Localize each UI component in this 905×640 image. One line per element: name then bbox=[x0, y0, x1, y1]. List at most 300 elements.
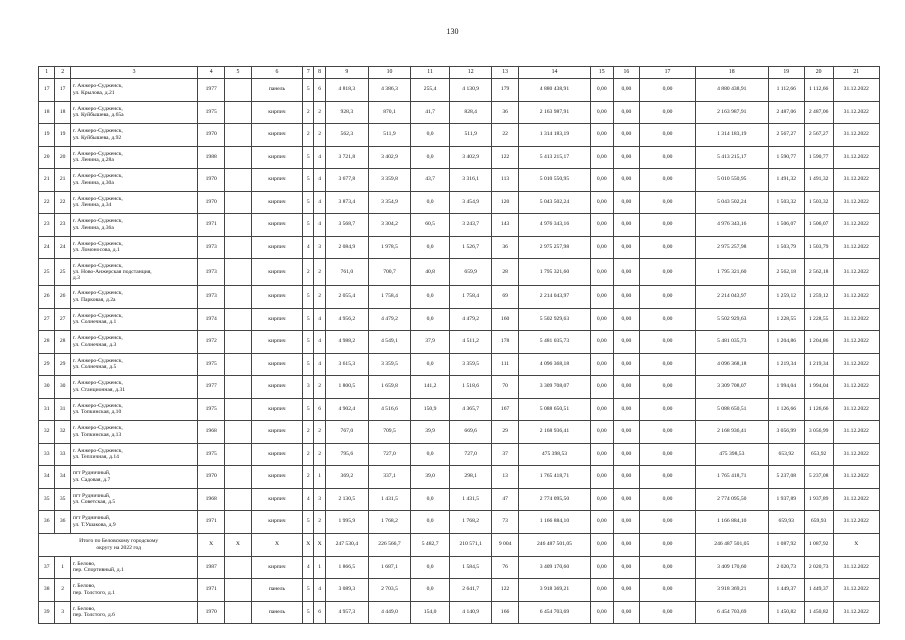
table-row bbox=[39, 579, 880, 602]
cell-col-13: 166 bbox=[492, 601, 519, 624]
cell-col-9: 2 130,5 bbox=[325, 488, 368, 511]
cell-col-11: 0,0 bbox=[411, 353, 450, 376]
total-label: Итого по Беловскому городскому округу на 2022 год bbox=[39, 533, 198, 556]
cell-col-19: 5 237,08 bbox=[768, 466, 804, 489]
column-header-3: 3 bbox=[70, 67, 197, 79]
row-number: 18 bbox=[39, 101, 55, 124]
cell-col-9: 3 568,7 bbox=[325, 214, 368, 237]
cell-col-12: 3 454,9 bbox=[450, 191, 492, 214]
cell-col-7: 5 bbox=[303, 169, 314, 192]
row-number: 31 bbox=[39, 398, 55, 421]
cell-col-8: 2 bbox=[314, 259, 325, 286]
table-row bbox=[39, 101, 880, 124]
cell-col-12: 727,0 bbox=[450, 443, 492, 466]
cell-col-21: 31.12.2022 bbox=[833, 443, 879, 466]
row-local-number: 28 bbox=[55, 331, 70, 354]
cell-col-8: 2 bbox=[314, 286, 325, 309]
cell-col-6: кирпич bbox=[251, 146, 302, 169]
cell-col-17: 0,00 bbox=[640, 556, 696, 579]
building-address: г. Анжеро-Судженск, ул. Ленина, д.36а bbox=[70, 214, 197, 237]
row-local-number: 23 bbox=[55, 214, 70, 237]
column-header-14: 14 bbox=[518, 67, 590, 79]
row-number: 39 bbox=[39, 601, 55, 624]
cell-col-19: 659,93 bbox=[768, 511, 804, 534]
cell-col-7: 5 bbox=[303, 331, 314, 354]
row-number: 29 bbox=[39, 353, 55, 376]
cell-col-10: 1 659,8 bbox=[368, 376, 410, 399]
cell-col-13: 122 bbox=[492, 146, 519, 169]
cell-col-11: 43,7 bbox=[411, 169, 450, 192]
cell-col-14: 5 088 650,51 bbox=[518, 398, 590, 421]
cell-col-10: 3 359,5 bbox=[368, 353, 410, 376]
cell-col-7: 2 bbox=[303, 259, 314, 286]
cell-col-4: 1974 bbox=[198, 308, 225, 331]
row-number: 36 bbox=[39, 511, 55, 534]
cell-col-11: 0,0 bbox=[411, 191, 450, 214]
row-local-number: 35 bbox=[55, 488, 70, 511]
cell-col-5 bbox=[225, 511, 252, 534]
cell-col-15: 0,00 bbox=[590, 421, 613, 444]
cell-col-17: 0,00 bbox=[640, 259, 696, 286]
cell-col-16: 0,00 bbox=[613, 421, 640, 444]
cell-col-18: 246 487 501,05 bbox=[695, 533, 768, 556]
cell-col-11: 0,0 bbox=[411, 308, 450, 331]
cell-col-12: 1 518,6 bbox=[450, 376, 492, 399]
cell-col-16: 0,00 bbox=[613, 353, 640, 376]
cell-col-14: 5 010 550,95 bbox=[518, 169, 590, 192]
cell-col-20: 2 567,27 bbox=[804, 124, 833, 147]
cell-col-14: 4 096 368,18 bbox=[518, 353, 590, 376]
cell-col-7: 5 bbox=[303, 511, 314, 534]
cell-col-13: 120 bbox=[492, 191, 519, 214]
row-local-number: 30 bbox=[55, 376, 70, 399]
cell-col-11: 39,9 bbox=[411, 421, 450, 444]
cell-col-4: 1977 bbox=[198, 376, 225, 399]
table-row bbox=[39, 236, 880, 259]
cell-col-9: 4 818,3 bbox=[325, 79, 368, 102]
cell-col-12: 4 140,9 bbox=[450, 601, 492, 624]
cell-col-15: 0,00 bbox=[590, 169, 613, 192]
cell-col-18: 5 043 502,24 bbox=[695, 191, 768, 214]
cell-col-20: 1 126,66 bbox=[804, 398, 833, 421]
cell-col-12: 511,9 bbox=[450, 124, 492, 147]
row-local-number: 27 bbox=[55, 308, 70, 331]
cell-col-18: 3 409 170,60 bbox=[695, 556, 768, 579]
row-local-number: 33 bbox=[55, 443, 70, 466]
building-address: г. Анжеро-Судженск, ул. Ново-Анжерская подстанция, д.3 bbox=[70, 259, 197, 286]
cell-col-20: 659,93 bbox=[804, 511, 833, 534]
cell-col-12: 828,4 bbox=[450, 101, 492, 124]
cell-col-5 bbox=[225, 286, 252, 309]
cell-col-16: 0,00 bbox=[613, 443, 640, 466]
cell-col-10: 3 354,9 bbox=[368, 191, 410, 214]
column-number-header bbox=[39, 67, 880, 79]
cell-col-4: 1971 bbox=[198, 214, 225, 237]
cell-col-5 bbox=[225, 236, 252, 259]
cell-col-16: 0,00 bbox=[613, 79, 640, 102]
row-local-number: 17 bbox=[55, 79, 70, 102]
cell-col-9: 1 800,5 bbox=[325, 376, 368, 399]
cell-col-7: 5 bbox=[303, 79, 314, 102]
cell-col-4: 1970 bbox=[198, 601, 225, 624]
table-row bbox=[39, 511, 880, 534]
cell-col-18: 5 413 215,17 bbox=[695, 146, 768, 169]
cell-col-10: 700,7 bbox=[368, 259, 410, 286]
cell-col-8: 4 bbox=[314, 191, 325, 214]
cell-col-13: 29 bbox=[492, 421, 519, 444]
cell-col-17: 0,00 bbox=[640, 214, 696, 237]
building-address: пгт Рудничный, ул. Т.Ушакова, д.9 bbox=[70, 511, 197, 534]
row-local-number: 29 bbox=[55, 353, 70, 376]
cell-col-12: 298,1 bbox=[450, 466, 492, 489]
cell-col-15: 0,00 bbox=[590, 308, 613, 331]
column-header-12: 12 bbox=[450, 67, 492, 79]
cell-col-9: 761,0 bbox=[325, 259, 368, 286]
cell-col-18: 5 481 035,73 bbox=[695, 331, 768, 354]
cell-col-13: 47 bbox=[492, 488, 519, 511]
cell-col-16: 0,00 bbox=[613, 376, 640, 399]
cell-col-20: 1 503,79 bbox=[804, 236, 833, 259]
cell-col-4: 1987 bbox=[198, 556, 225, 579]
row-local-number: 19 bbox=[55, 124, 70, 147]
cell-col-6: кирпич bbox=[251, 169, 302, 192]
cell-col-12: 2 641,7 bbox=[450, 579, 492, 602]
cell-col-8: 4 bbox=[314, 579, 325, 602]
cell-col-8: 4 bbox=[314, 146, 325, 169]
table-row bbox=[39, 488, 880, 511]
cell-col-11: 41,7 bbox=[411, 101, 450, 124]
cell-col-20: 653,92 bbox=[804, 443, 833, 466]
cell-col-10: 511,9 bbox=[368, 124, 410, 147]
cell-col-5 bbox=[225, 331, 252, 354]
cell-col-5 bbox=[225, 259, 252, 286]
cell-col-10: 1 687,1 bbox=[368, 556, 410, 579]
cell-col-6: кирпич bbox=[251, 236, 302, 259]
column-header-13: 13 bbox=[492, 67, 519, 79]
building-address: г. Анжеро-Судженск, ул. Куйбышева, д.92 bbox=[70, 124, 197, 147]
cell-col-11: 0,0 bbox=[411, 511, 450, 534]
cell-col-5 bbox=[225, 579, 252, 602]
cell-col-10: 4 549,1 bbox=[368, 331, 410, 354]
cell-col-8: 4 bbox=[314, 214, 325, 237]
cell-col-6: кирпич bbox=[251, 101, 302, 124]
cell-col-8: 3 bbox=[314, 488, 325, 511]
cell-col-15: 0,00 bbox=[590, 443, 613, 466]
cell-col-20: 2 020,73 bbox=[804, 556, 833, 579]
cell-col-13: 36 bbox=[492, 101, 519, 124]
cell-col-18: 1 795 321,60 bbox=[695, 259, 768, 286]
cell-col-15: 0,00 bbox=[590, 331, 613, 354]
cell-col-17: 0,00 bbox=[640, 308, 696, 331]
cell-col-17: 0,00 bbox=[640, 511, 696, 534]
cell-col-15: 0,00 bbox=[590, 286, 613, 309]
building-address: г. Анжеро-Судженск, ул. Ленина, д.30а bbox=[70, 169, 197, 192]
cell-col-17: 0,00 bbox=[640, 421, 696, 444]
cell-col-19: 2 487,06 bbox=[768, 101, 804, 124]
cell-col-7: 5 bbox=[303, 308, 314, 331]
cell-col-10: 1 768,2 bbox=[368, 511, 410, 534]
row-number: 30 bbox=[39, 376, 55, 399]
cell-col-20: 1 204,86 bbox=[804, 331, 833, 354]
cell-col-5 bbox=[225, 443, 252, 466]
cell-col-14: 3 309 708,07 bbox=[518, 376, 590, 399]
cell-col-17: 0,00 bbox=[640, 169, 696, 192]
cell-col-5 bbox=[225, 214, 252, 237]
cell-col-8: 2 bbox=[314, 511, 325, 534]
column-header-4: 4 bbox=[198, 67, 225, 79]
cell-col-16: 0,00 bbox=[613, 331, 640, 354]
cell-col-13: 37 bbox=[492, 443, 519, 466]
cell-col-19: 1 126,66 bbox=[768, 398, 804, 421]
cell-col-17: 0,00 bbox=[640, 579, 696, 602]
row-local-number: 22 bbox=[55, 191, 70, 214]
cell-col-17: 0,00 bbox=[640, 191, 696, 214]
cell-col-8: 2 bbox=[314, 124, 325, 147]
cell-col-16: 0,00 bbox=[613, 101, 640, 124]
cell-col-5 bbox=[225, 376, 252, 399]
cell-col-15: 0,00 bbox=[590, 488, 613, 511]
cell-col-9: 3 873,4 bbox=[325, 191, 368, 214]
cell-col-21: 31.12.2022 bbox=[833, 169, 879, 192]
cell-col-17: 0,00 bbox=[640, 398, 696, 421]
column-header-9: 9 bbox=[325, 67, 368, 79]
cell-col-12: 1 431,5 bbox=[450, 488, 492, 511]
cell-col-11: 0,0 bbox=[411, 236, 450, 259]
cell-col-12: 3 359,5 bbox=[450, 353, 492, 376]
cell-col-20: 1 503,32 bbox=[804, 191, 833, 214]
cell-col-19: 2 562,18 bbox=[768, 259, 804, 286]
cell-col-20: 1 087,92 bbox=[804, 533, 833, 556]
building-address: г. Анжеро-Судженск, ул. Топкинская, д.10 bbox=[70, 398, 197, 421]
cell-col-5 bbox=[225, 488, 252, 511]
cell-col-14: 5 043 502,24 bbox=[518, 191, 590, 214]
housing-registry-table bbox=[38, 66, 880, 624]
building-address: г. Белово, пер. Спортивный, д.1 bbox=[70, 556, 197, 579]
cell-col-13: 22 bbox=[492, 124, 519, 147]
cell-col-21: 31.12.2022 bbox=[833, 331, 879, 354]
row-number: 24 bbox=[39, 236, 55, 259]
row-number: 33 bbox=[39, 443, 55, 466]
cell-col-17: 0,00 bbox=[640, 533, 696, 556]
total-row bbox=[39, 533, 880, 556]
cell-col-16: 0,00 bbox=[613, 236, 640, 259]
row-number: 20 bbox=[39, 146, 55, 169]
cell-col-15: 0,00 bbox=[590, 191, 613, 214]
table-row bbox=[39, 191, 880, 214]
cell-col-20: 2 487,06 bbox=[804, 101, 833, 124]
building-address: пгт Рудничный, ул. Советская, д.5 bbox=[70, 488, 197, 511]
column-header-17: 17 bbox=[640, 67, 696, 79]
cell-col-7: 2 bbox=[303, 101, 314, 124]
row-number: 25 bbox=[39, 259, 55, 286]
cell-col-7: 5 bbox=[303, 579, 314, 602]
cell-col-20: 1 228,55 bbox=[804, 308, 833, 331]
cell-col-4: 1975 bbox=[198, 353, 225, 376]
cell-col-16: 0,00 bbox=[613, 146, 640, 169]
cell-col-4: X bbox=[198, 533, 225, 556]
cell-col-8: 6 bbox=[314, 398, 325, 421]
cell-col-17: 0,00 bbox=[640, 331, 696, 354]
cell-col-21: 31.12.2022 bbox=[833, 214, 879, 237]
cell-col-12: 659,9 bbox=[450, 259, 492, 286]
cell-col-21: 31.12.2022 bbox=[833, 146, 879, 169]
cell-col-4: 1971 bbox=[198, 579, 225, 602]
row-local-number: 31 bbox=[55, 398, 70, 421]
table-row bbox=[39, 556, 880, 579]
cell-col-18: 5 088 650,51 bbox=[695, 398, 768, 421]
cell-col-5 bbox=[225, 79, 252, 102]
cell-col-5 bbox=[225, 556, 252, 579]
cell-col-13: 167 bbox=[492, 398, 519, 421]
cell-col-9: 247 530,4 bbox=[325, 533, 368, 556]
cell-col-12: 669,6 bbox=[450, 421, 492, 444]
cell-col-5 bbox=[225, 124, 252, 147]
cell-col-21: 31.12.2022 bbox=[833, 488, 879, 511]
cell-col-6: кирпич bbox=[251, 376, 302, 399]
cell-col-8: 1 bbox=[314, 466, 325, 489]
cell-col-12: 4 130,9 bbox=[450, 79, 492, 102]
cell-col-9: 562,3 bbox=[325, 124, 368, 147]
cell-col-6: кирпич bbox=[251, 443, 302, 466]
cell-col-9: 3 677,8 bbox=[325, 169, 368, 192]
cell-col-15: 0,00 bbox=[590, 124, 613, 147]
cell-col-17: 0,00 bbox=[640, 466, 696, 489]
cell-col-15: 0,00 bbox=[590, 579, 613, 602]
cell-col-18: 3 309 708,07 bbox=[695, 376, 768, 399]
cell-col-4: 1975 bbox=[198, 443, 225, 466]
cell-col-21: 31.12.2022 bbox=[833, 191, 879, 214]
cell-col-15: 0,00 bbox=[590, 398, 613, 421]
cell-col-19: 1 112,66 bbox=[768, 79, 804, 102]
cell-col-13: 28 bbox=[492, 259, 519, 286]
cell-col-11: 0,0 bbox=[411, 556, 450, 579]
cell-col-7: 2 bbox=[303, 443, 314, 466]
building-address: г. Анжеро-Судженск, ул. Ленина, д.28а bbox=[70, 146, 197, 169]
cell-col-13: 70 bbox=[492, 376, 519, 399]
cell-col-20: 1 450,82 bbox=[804, 601, 833, 624]
column-header-18: 18 bbox=[695, 67, 768, 79]
row-number: 34 bbox=[39, 466, 55, 489]
cell-col-19: 3 056,99 bbox=[768, 421, 804, 444]
cell-col-9: 4 988,2 bbox=[325, 331, 368, 354]
table-row bbox=[39, 169, 880, 192]
cell-col-11: 40,8 bbox=[411, 259, 450, 286]
cell-col-18: 6 454 703,69 bbox=[695, 601, 768, 624]
cell-col-8: 2 bbox=[314, 443, 325, 466]
cell-col-16: 0,00 bbox=[613, 214, 640, 237]
row-number: 37 bbox=[39, 556, 55, 579]
building-address: г. Анжеро-Судженск, ул. Ленина, д.34 bbox=[70, 191, 197, 214]
building-address: г. Белово, пер. Толстого, д.6 bbox=[70, 601, 197, 624]
table-row bbox=[39, 308, 880, 331]
cell-col-4: 1973 bbox=[198, 286, 225, 309]
cell-col-8: 1 bbox=[314, 556, 325, 579]
cell-col-19: 1 228,55 bbox=[768, 308, 804, 331]
cell-col-14: 5 481 035,73 bbox=[518, 331, 590, 354]
cell-col-7: 5 bbox=[303, 214, 314, 237]
cell-col-7: 2 bbox=[303, 466, 314, 489]
cell-col-10: 2 703,5 bbox=[368, 579, 410, 602]
cell-col-4: 1975 bbox=[198, 101, 225, 124]
cell-col-18: 2 163 987,91 bbox=[695, 101, 768, 124]
cell-col-7: 4 bbox=[303, 488, 314, 511]
table-row bbox=[39, 421, 880, 444]
cell-col-18: 4 880 438,91 bbox=[695, 79, 768, 102]
cell-col-8: 4 bbox=[314, 353, 325, 376]
cell-col-4: 1972 bbox=[198, 331, 225, 354]
cell-col-17: 0,00 bbox=[640, 124, 696, 147]
cell-col-6: кирпич bbox=[251, 124, 302, 147]
row-local-number: 21 bbox=[55, 169, 70, 192]
cell-col-14: 246 487 501,05 bbox=[518, 533, 590, 556]
cell-col-21: 31.12.2022 bbox=[833, 556, 879, 579]
cell-col-15: 0,00 bbox=[590, 236, 613, 259]
cell-col-13: 179 bbox=[492, 79, 519, 102]
cell-col-17: 0,00 bbox=[640, 286, 696, 309]
cell-col-14: 3 918 369,21 bbox=[518, 579, 590, 602]
row-number: 23 bbox=[39, 214, 55, 237]
cell-col-4: 1973 bbox=[198, 259, 225, 286]
cell-col-16: 0,00 bbox=[613, 286, 640, 309]
cell-col-21: 31.12.2022 bbox=[833, 286, 879, 309]
cell-col-6: кирпич bbox=[251, 488, 302, 511]
cell-col-11: 255,4 bbox=[411, 79, 450, 102]
cell-col-19: 1 219,34 bbox=[768, 353, 804, 376]
cell-col-6: кирпич bbox=[251, 259, 302, 286]
row-number: 21 bbox=[39, 169, 55, 192]
cell-col-6: кирпич bbox=[251, 191, 302, 214]
building-address: г. Анжеро-Судженск, ул. Парковая, д.2а bbox=[70, 286, 197, 309]
table-row bbox=[39, 376, 880, 399]
table-row bbox=[39, 79, 880, 102]
cell-col-18: 475 398,53 bbox=[695, 443, 768, 466]
cell-col-6: кирпич bbox=[251, 556, 302, 579]
cell-col-13: 113 bbox=[492, 169, 519, 192]
cell-col-7: 4 bbox=[303, 556, 314, 579]
row-local-number: 36 bbox=[55, 511, 70, 534]
cell-col-14: 6 454 703,69 bbox=[518, 601, 590, 624]
cell-col-21: 31.12.2022 bbox=[833, 579, 879, 602]
cell-col-19: 1 994,04 bbox=[768, 376, 804, 399]
cell-col-19: 1 503,32 bbox=[768, 191, 804, 214]
row-local-number: 24 bbox=[55, 236, 70, 259]
cell-col-20: 1 994,04 bbox=[804, 376, 833, 399]
table-row bbox=[39, 601, 880, 624]
cell-col-11: 0,0 bbox=[411, 488, 450, 511]
cell-col-5: X bbox=[225, 533, 252, 556]
cell-col-18: 2 168 936,41 bbox=[695, 421, 768, 444]
column-header-2: 2 bbox=[55, 67, 70, 79]
row-number: 27 bbox=[39, 308, 55, 331]
row-number: 35 bbox=[39, 488, 55, 511]
building-address: г. Белово, пер. Толстого, д.1 bbox=[70, 579, 197, 602]
cell-col-21: 31.12.2022 bbox=[833, 124, 879, 147]
cell-col-10: 1 758,4 bbox=[368, 286, 410, 309]
cell-col-20: 3 056,99 bbox=[804, 421, 833, 444]
cell-col-14: 1 795 321,60 bbox=[518, 259, 590, 286]
cell-col-20: 1 219,34 bbox=[804, 353, 833, 376]
cell-col-18: 2 214 043,97 bbox=[695, 286, 768, 309]
cell-col-6: X bbox=[251, 533, 302, 556]
cell-col-18: 1 166 884,10 bbox=[695, 511, 768, 534]
cell-col-15: 0,00 bbox=[590, 353, 613, 376]
cell-col-19: 1 590,77 bbox=[768, 146, 804, 169]
cell-col-5 bbox=[225, 191, 252, 214]
building-address: г. Анжеро-Судженск, ул. Куйбышева, д.65а bbox=[70, 101, 197, 124]
cell-col-17: 0,00 bbox=[640, 79, 696, 102]
cell-col-7: 5 bbox=[303, 398, 314, 421]
cell-col-21: X bbox=[833, 533, 879, 556]
